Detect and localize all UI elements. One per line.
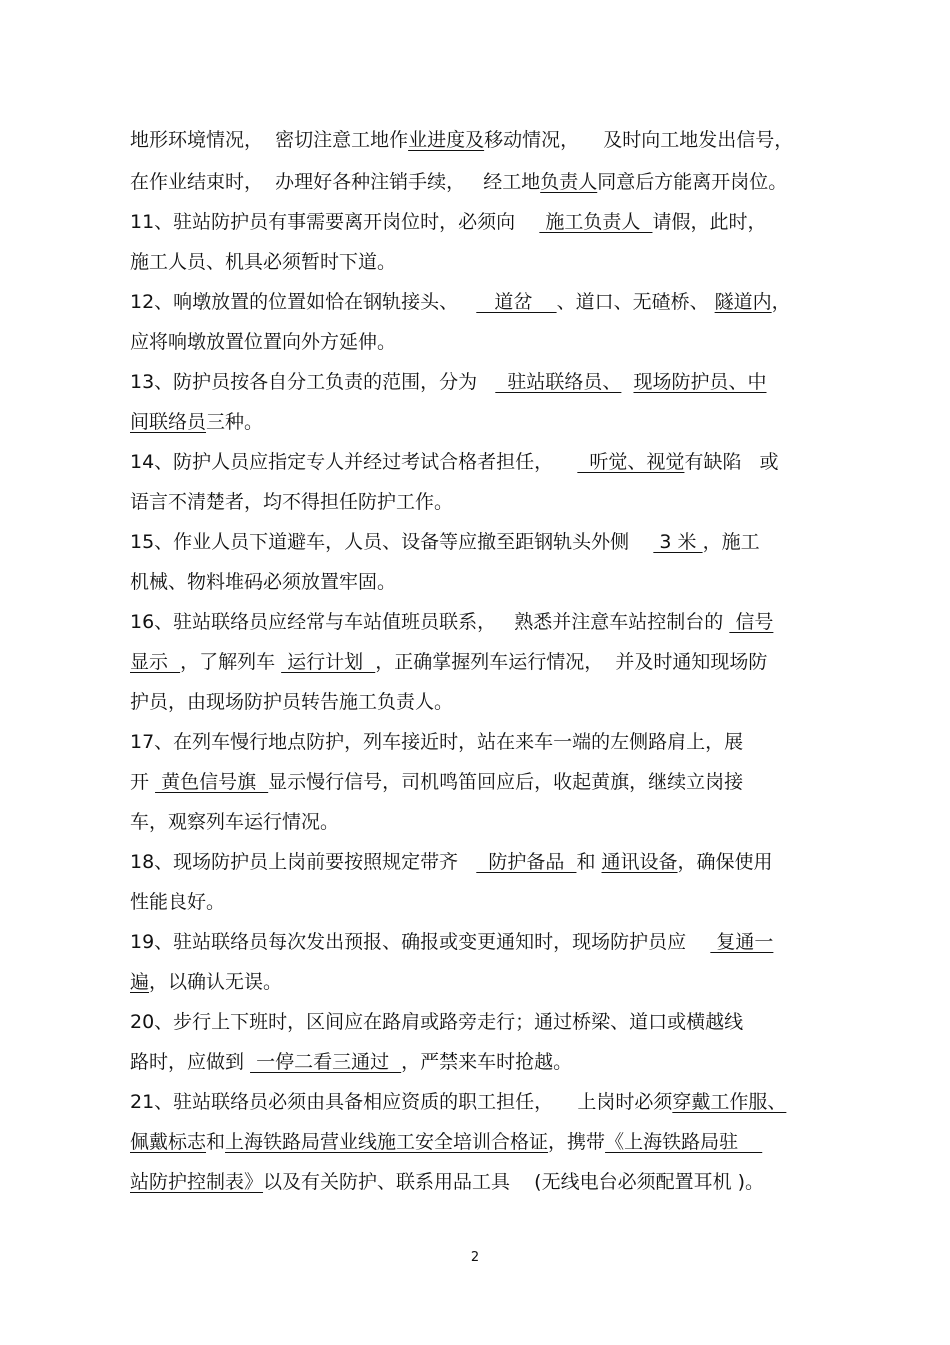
text-segment: 20、步行上下班时，区间应在路肩或路旁走行；通过桥梁、道口或横越线 <box>130 1011 744 1033</box>
text-line <box>130 650 767 674</box>
text-segment: 路时，应做到 <box>130 1051 251 1073</box>
text-segment: 19、驻站联络员每次发出预报、确报或变更通知时，现场防护员应 <box>130 931 711 953</box>
text-segment: 、道口、无碴桥、 <box>556 291 715 313</box>
text-segment: 在作业结束时， 办理好各种注销手续， 经工地 <box>130 171 541 193</box>
underlined-answer: 隧道内 <box>714 291 772 313</box>
underlined-answer: 3 米 <box>653 531 703 553</box>
underlined-answer: 穿戴工作服、 <box>672 1091 787 1113</box>
text-segment: ，携带 <box>548 1131 606 1153</box>
text-line <box>130 1130 762 1154</box>
underlined-answer: 施工负责人 <box>539 211 653 233</box>
text-segment: ，施工 <box>702 531 760 553</box>
underlined-answer: 现场防护员、中 <box>633 371 767 393</box>
text-line <box>130 570 396 594</box>
underlined-answer: 防护备品 <box>476 851 577 873</box>
text-segment: 施工人员、机具必须暂时下道。 <box>130 251 397 273</box>
text-line <box>130 730 743 754</box>
text-segment: 16、驻站联络员应经常与车站值班员联系， 熟悉并注意车站控制台的 <box>130 611 730 633</box>
text-segment: 13、防护员按各自分工负责的范围，分为 <box>130 371 496 393</box>
text-line <box>130 810 339 834</box>
underlined-answer: 黄色信号旗 <box>155 771 269 793</box>
text-segment: 语言不清楚者，均不得担任防护工作。 <box>130 491 454 513</box>
text-segment: 以及有关防护、联系用品工具 (无线电台必须配置耳机 )。 <box>263 1171 765 1193</box>
text-line <box>130 930 773 954</box>
text-segment <box>621 371 633 393</box>
text-segment: 车，观察列车运行情况。 <box>130 811 340 833</box>
underlined-answer: 站防护控制表》 <box>130 1171 264 1193</box>
text-segment: 护员，由现场防护员转告施工负责人。 <box>130 691 454 713</box>
text-line <box>130 1050 572 1074</box>
text-segment: 请假，此时， <box>652 211 767 233</box>
text-segment: 开 <box>130 771 156 793</box>
underlined-answer: 业进度及 <box>408 129 485 151</box>
text-segment: 和 <box>206 1131 226 1153</box>
underlined-answer: 信号 <box>729 611 774 633</box>
text-segment: ，了解列车 <box>180 651 282 673</box>
text-line <box>130 170 787 194</box>
text-line <box>130 530 760 554</box>
text-segment: 18、现场防护员上岗前要按照规定带齐 <box>130 851 477 873</box>
text-segment: 性能良好。 <box>130 891 226 913</box>
text-segment: 21、驻站联络员必须由具备相应资质的职工担任， 上岗时必须 <box>130 1091 673 1113</box>
text-segment: 机械、物料堆码必须放置牢固。 <box>130 571 397 593</box>
text-segment: 14、防护人员应指定专人并经过考试合格者担任， <box>130 451 578 473</box>
underlined-answer: 一停二看三通过 <box>250 1051 402 1073</box>
text-line <box>130 850 773 874</box>
text-line <box>130 890 225 914</box>
text-line <box>130 410 263 434</box>
underlined-answer: 驻站联络员、 <box>495 371 622 393</box>
underlined-answer: 《上海铁路局驻 <box>605 1131 763 1153</box>
text-line <box>130 290 791 314</box>
underlined-answer: 听觉、视觉 <box>577 451 685 473</box>
text-segment: 同意后方能离开岗位。 <box>597 171 788 193</box>
underlined-answer: 通讯设备 <box>601 851 678 873</box>
text-segment: 三种。 <box>206 411 264 433</box>
text-segment: ，确保使用 <box>677 851 773 873</box>
underlined-answer: 道岔 <box>476 291 557 313</box>
text-line <box>130 210 766 234</box>
text-line <box>130 370 767 394</box>
text-line <box>130 1010 743 1034</box>
text-segment: 11、驻站防护员有事需要离开岗位时，必须向 <box>130 211 540 233</box>
text-segment: 移动情况， 及时向工地发出信号， <box>484 129 794 151</box>
text-segment: 15、作业人员下道避车，人员、设备等应撤至距钢轨头外侧 <box>130 531 654 553</box>
page-number: 2 <box>470 1250 480 1265</box>
text-line <box>130 1090 786 1114</box>
underlined-answer: 间联络员 <box>130 411 207 433</box>
text-line <box>130 330 396 354</box>
text-segment: 12、响墩放置的位置如恰在钢轨接头、 <box>130 291 477 313</box>
text-segment: 地形环境情况， 密切注意工地作 <box>130 129 409 151</box>
text-segment: 和 <box>576 851 602 873</box>
underlined-answer: 复通一 <box>710 931 774 953</box>
underlined-answer: 运行计划 <box>281 651 376 673</box>
text-segment: 17、在列车慢行地点防护，列车接近时，站在来车一端的左侧路肩上，展 <box>130 731 744 753</box>
text-segment: ，以确认无误。 <box>149 971 283 993</box>
text-line <box>130 450 779 474</box>
text-segment: 应将响墩放置位置向外方延伸。 <box>130 331 397 353</box>
text-line <box>130 690 453 714</box>
text-line <box>130 1170 764 1194</box>
underlined-answer: 佩戴标志 <box>130 1131 207 1153</box>
text-segment: ， <box>771 291 791 313</box>
underlined-answer: 负责人 <box>540 171 598 193</box>
underlined-answer: 遍 <box>130 971 150 993</box>
underlined-answer: 显示 <box>130 651 181 673</box>
text-segment: ，正确掌握列车运行情况， 并及时通知现场防 <box>375 651 768 673</box>
text-segment: ，严禁来车时抢越。 <box>401 1051 573 1073</box>
text-line <box>130 250 396 274</box>
text-line <box>130 490 453 514</box>
text-segment: 显示慢行信号，司机鸣笛回应后，收起黄旗，继续立岗接 <box>268 771 744 793</box>
text-line <box>130 770 743 794</box>
text-line <box>130 610 773 634</box>
text-line <box>130 128 793 152</box>
text-segment: 有缺陷 或 <box>684 451 779 473</box>
underlined-answer: 上海铁路局营业线施工安全培训合格证 <box>225 1131 549 1153</box>
text-line <box>130 970 282 994</box>
